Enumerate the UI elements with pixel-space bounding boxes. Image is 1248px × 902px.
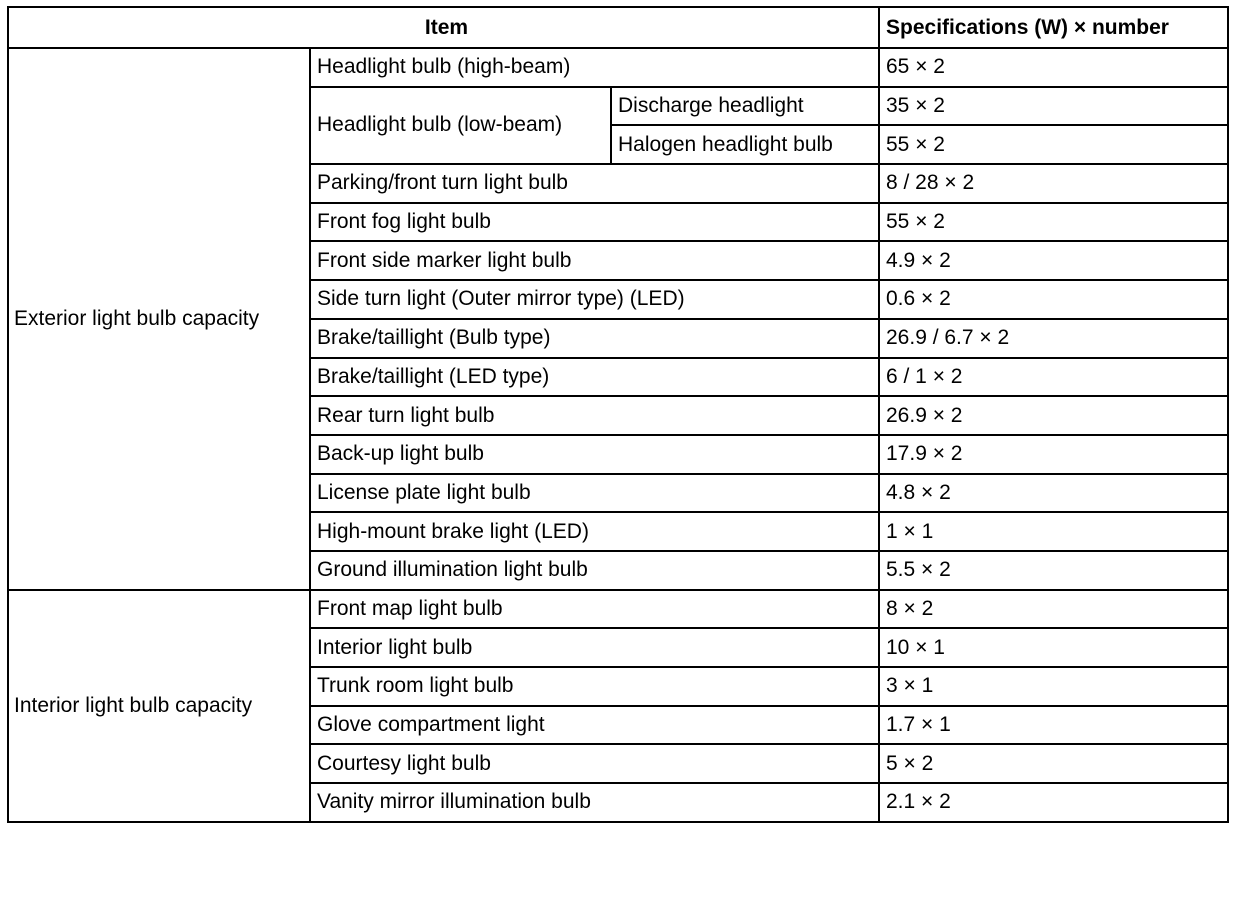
item-cell: Headlight bulb (high-beam) [310,48,879,87]
spec-cell: 55 × 2 [879,203,1228,242]
item-cell: Side turn light (Outer mirror type) (LED) [310,280,879,319]
item-cell: Glove compartment light [310,706,879,745]
group-label-exterior: Exterior light bulb capacity [8,48,310,590]
spec-cell: 26.9 × 2 [879,396,1228,435]
item-cell: Vanity mirror illumination bulb [310,783,879,822]
spec-cell: 3 × 1 [879,667,1228,706]
spec-cell: 5.5 × 2 [879,551,1228,590]
item-cell: Trunk room light bulb [310,667,879,706]
spec-cell: 2.1 × 2 [879,783,1228,822]
item-cell: Brake/taillight (LED type) [310,358,879,397]
item-cell: High-mount brake light (LED) [310,512,879,551]
sub-item-cell: Halogen headlight bulb [611,125,879,164]
item-cell: Front side marker light bulb [310,241,879,280]
spec-cell: 5 × 2 [879,744,1228,783]
item-cell: License plate light bulb [310,474,879,513]
group-label-interior: Interior light bulb capacity [8,590,310,822]
spec-cell: 26.9 / 6.7 × 2 [879,319,1228,358]
header-row [8,7,1228,48]
spec-cell: 8 / 28 × 2 [879,164,1228,203]
spec-cell: 65 × 2 [879,48,1228,87]
item-column-header: Item [8,7,879,48]
item-cell: Ground illumination light bulb [310,551,879,590]
spec-cell: 4.9 × 2 [879,241,1228,280]
item-cell: Back-up light bulb [310,435,879,474]
item-cell: Rear turn light bulb [310,396,879,435]
spec-cell: 0.6 × 2 [879,280,1228,319]
table-row [8,48,1228,87]
spec-cell: 4.8 × 2 [879,474,1228,513]
item-cell: Courtesy light bulb [310,744,879,783]
table-row [8,590,1228,629]
item-cell: Headlight bulb (low-beam) [310,87,611,164]
sub-item-cell: Discharge headlight [611,87,879,126]
spec-cell: 55 × 2 [879,125,1228,164]
item-cell: Front fog light bulb [310,203,879,242]
item-cell: Interior light bulb [310,628,879,667]
item-cell: Parking/front turn light bulb [310,164,879,203]
spec-cell: 10 × 1 [879,628,1228,667]
item-cell: Front map light bulb [310,590,879,629]
spec-cell: 35 × 2 [879,87,1228,126]
item-cell: Brake/taillight (Bulb type) [310,319,879,358]
bulb-spec-table [7,6,1229,823]
spec-cell: 1 × 1 [879,512,1228,551]
spec-cell: 8 × 2 [879,590,1228,629]
spec-cell: 17.9 × 2 [879,435,1228,474]
spec-cell: 1.7 × 1 [879,706,1228,745]
spec-column-header: Specifications (W) × number [879,7,1228,48]
spec-cell: 6 / 1 × 2 [879,358,1228,397]
